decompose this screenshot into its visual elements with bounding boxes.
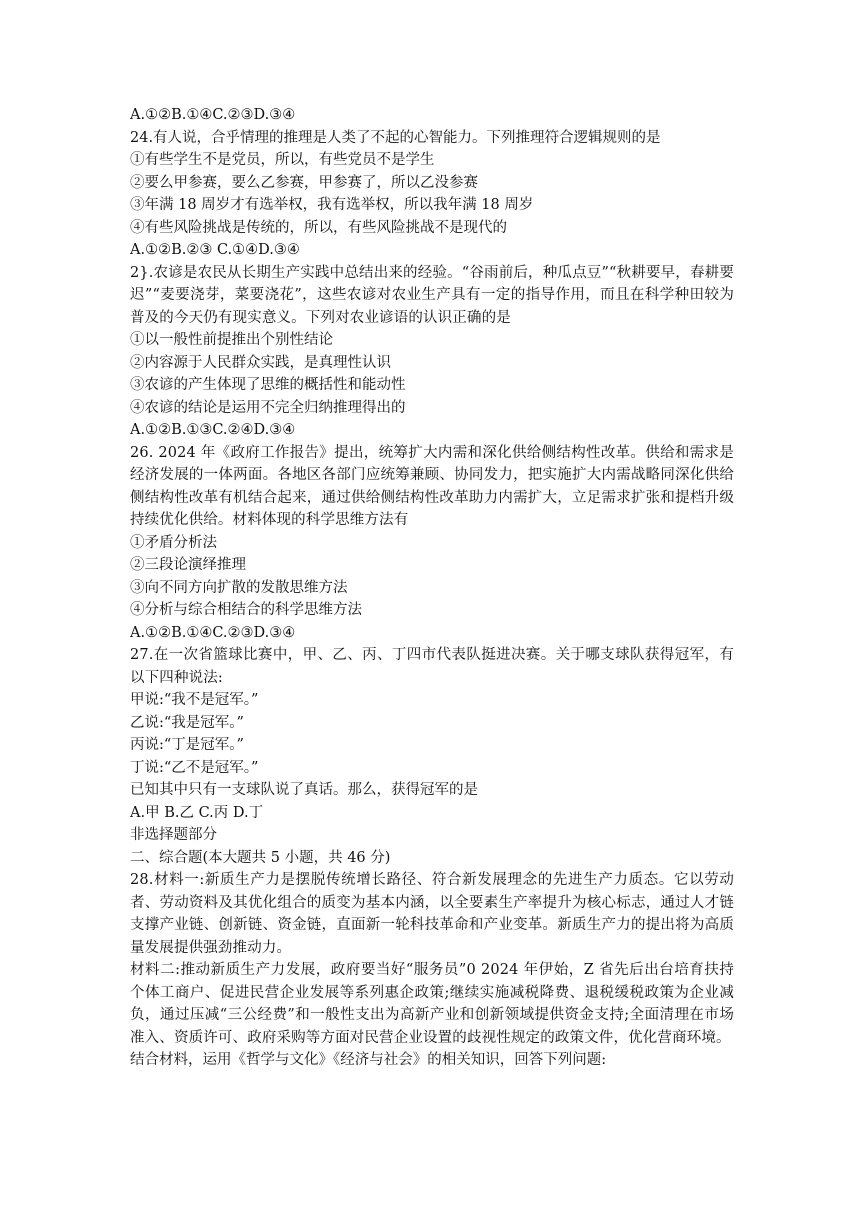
text-paragraph: 材料二:推动新质生产力发展，政府要当好“服务员”0 2024 年伊始，Z 省先后出台培育扶持个体工商户、促进民营企业发展等系列惠企政策;继续实施减税降费、退税缓税政策为企业减负，通过压减“三公经费”和一般性支出为高新产业和创新领域提供资金支持;全面清理在市场准入、资质许可、政府采购等方面对民营企业设置的歧视性规定的政策文件，优化营商环境。 <box>130 962 734 1046</box>
text-line: A.①②B.②③ C.①④D.③④ <box>130 242 300 258</box>
text-paragraph: 27.在一次省篮球比赛中，甲、乙、丙、丁四市代表队挺进决赛。关于哪支球队获得冠军，有以下四种说法: <box>130 647 734 686</box>
text-line: 非选择题部分 <box>130 827 217 843</box>
text-line: 丁说:“乙不是冠军。” <box>130 759 259 776</box>
text-line: ①有些学生不是党员，所以，有些党员不是学生 <box>130 152 435 168</box>
text-paragraph: 2}.农谚是农民从长期生产实践中总结出来的经验。“谷雨前后，种瓜点豆”“秋耕要早，春耕要迟”“麦要浇芽，菜要浇花”，这些农谚对农业生产具有一定的指导作用，而且在科学种田较为普及的今天仍有现实意义。下列对农业谚语的认识正确的是 <box>130 264 734 326</box>
text-line: ④农谚的结论是运用不完全归纳推理得出的 <box>130 399 406 416</box>
text-line: 甲说:“我不是冠军。” <box>130 692 259 708</box>
text-line: ②内容源于人民群众实践，是真理性认识 <box>130 354 391 371</box>
text-line: 24.有人说，合乎情理的推理是人类了不起的心智能力。下列推理符合逻辑规则的是 <box>130 129 661 146</box>
text-line: A.①②B.①④C.②③D.③④ <box>130 107 296 123</box>
text-line: 丙说:“丁是冠军。” <box>130 737 244 753</box>
text-line: A.①②B.①④C.②③D.③④ <box>130 624 296 641</box>
text-line: A.甲 B.乙 C.丙 D.丁 <box>130 804 264 821</box>
text-line: ①以一般性前提推出个别性结论 <box>130 332 333 348</box>
text-line: 二、综合题(本大题共 5 小题，共 46 分) <box>130 849 391 866</box>
text-line: ③年满 18 周岁才有选举权，我有选举权，所以我年满 18 周岁 <box>130 197 534 213</box>
text-line: 已知其中只有一支球队说了真话。那么，获得冠军的是 <box>130 782 478 798</box>
text-line: ②三段论演绎推理 <box>130 557 246 573</box>
text-line: ④分析与综合相结合的科学思维方法 <box>130 602 362 618</box>
text-paragraph: 28.材料一:新质生产力是摆脱传统增长路径、符合新发展理念的先进生产力质态。它以劳动者、劳动资料及其优化组合的质变为基本内涵，以全要素生产率提升为核心标志，通过人才链支撑产业链、创新链、资金链，直面新一轮科技革命和产业变革。新质生产力的提出将为高质量发展提供强劲推动力。 <box>130 872 734 956</box>
text-line: A.①②B.①③C.②④D.③④ <box>130 422 296 438</box>
text-line: ③向不同方向扩散的发散思维方法 <box>130 579 348 596</box>
text-line: 结合材料，运用《哲学与文化》《经济与社会》的相关知识，回答下列问题: <box>130 1052 607 1068</box>
text-paragraph: 26. 2024 年《政府工作报告》提出，统筹扩大内需和深化供给侧结构性改革。供给和需求是经济发展的一体两面。各地区各部门应统筹兼顾、协同发力，把实施扩大内需战略同深化供给侧结构性改革有机结合起来，通过供给侧结构性改革助力内需扩大，立足需求扩张和提档升级持续优化供给。材料体现的科学思维方法有 <box>130 444 734 528</box>
text-line: ②要么甲参赛，要么乙参赛，甲参赛了，所以乙没参赛 <box>130 174 478 191</box>
text-line: 乙说:“我是冠军。” <box>130 714 244 731</box>
text-line: ③农谚的产生体现了思维的概括性和能动性 <box>130 377 406 393</box>
text-line: ④有些风险挑战是传统的，所以，有些风险挑战不是现代的 <box>130 219 507 236</box>
text-line: ①矛盾分析法 <box>130 534 217 551</box>
